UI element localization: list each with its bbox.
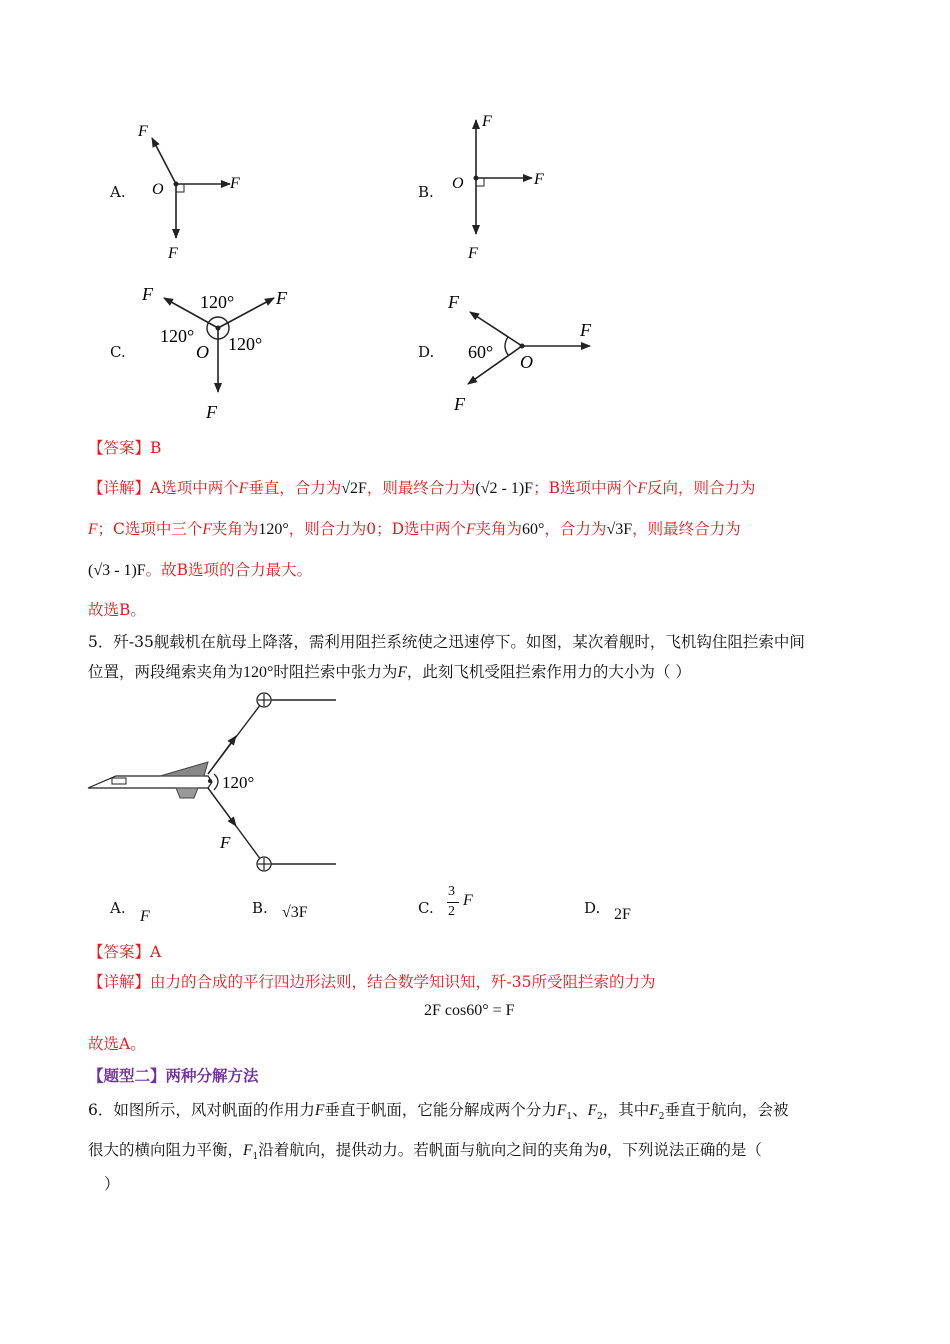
q5-option-b-label: B. xyxy=(252,899,268,917)
origin-point xyxy=(174,182,179,187)
q5-option-c-denominator: 2 xyxy=(448,904,455,919)
option-a-label: A. xyxy=(110,183,126,201)
answer-q5: 【答案】A xyxy=(88,943,162,961)
figure-option-b xyxy=(440,106,580,266)
force-label: F xyxy=(448,292,459,312)
force-label: F xyxy=(454,394,465,414)
q5-option-c-numerator: 3 xyxy=(448,884,455,899)
force-label: F xyxy=(468,245,478,262)
force-label: F xyxy=(168,245,178,262)
angle-label: 120° xyxy=(222,773,255,792)
q5-text-line2: 位置，两段绳索夹角为120°时阻拦索中张力为F，此刻飞机受阻拦索作用力的大小为（ ） xyxy=(88,663,691,681)
angle-label: 120° xyxy=(200,292,235,312)
q5-option-d-value: 2F xyxy=(614,906,631,923)
section-title: 【题型二】两种分解方法 xyxy=(88,1066,259,1085)
angle-label: 120° xyxy=(160,326,195,346)
q6-text-line1: 6．如图所示，风对帆面的作用力F垂直于帆面，它能分解成两个分力$F_1$、$F_2$，其中$F_2$垂直于航向，会被 xyxy=(88,1101,789,1122)
aircraft-icon xyxy=(88,762,212,798)
force-label: F xyxy=(230,175,240,192)
q5-option-a-label: A. xyxy=(110,899,126,917)
q5-option-d-label: D. xyxy=(584,899,601,917)
detail-q4-line1: 【详解】A选项中两个F垂直，合力为√2F，则最终合力为(√2 - 1)F；B选项中两个F反向，则合力为 xyxy=(88,479,756,497)
origin-label: O xyxy=(196,342,209,362)
figure-q5-aircraft xyxy=(86,688,346,878)
force-label: F xyxy=(276,288,287,308)
force-label: F xyxy=(482,113,492,130)
option-d-label: D. xyxy=(418,343,435,361)
force-label: F xyxy=(580,320,591,340)
force-label: F xyxy=(142,284,153,304)
q5-option-c-label: C. xyxy=(418,899,434,917)
q6-text-line2: 很大的横向阻力平衡，$F_1$沿着航向，提供动力。若帆面与航向之间的夹角为θ，下列说法正确的是（ xyxy=(88,1141,762,1162)
force-label: F xyxy=(138,123,148,140)
origin-label: O xyxy=(152,181,164,198)
force-label: F xyxy=(534,171,544,188)
figure-option-a xyxy=(130,112,270,272)
force-arrow xyxy=(152,138,176,184)
detail-q4-line2: F；C选项中三个F夹角为120°，则合力为0；D选中两个F夹角为60°，合力为√3F，则最终合力为 xyxy=(88,520,741,538)
q6-text-line3: ） xyxy=(104,1175,120,1193)
conclusion-q5: 故选A。 xyxy=(88,1035,146,1053)
option-b-label: B. xyxy=(418,183,434,201)
origin-label: O xyxy=(520,352,533,372)
fraction-bar xyxy=(447,902,459,903)
option-c-label: C. xyxy=(110,343,126,361)
q5-option-a-value: F xyxy=(140,908,150,925)
force-label: F xyxy=(220,833,231,852)
q5-option-c-F: F xyxy=(463,892,473,909)
q5-text-line1: 5．歼-35舰载机在航母上降落，需利用阻拦系统使之迅速停下。如图，某次着舰时，飞机钩住阻拦索中间 xyxy=(88,633,805,651)
origin-label: O xyxy=(452,175,464,192)
q5-option-b-value: √3F xyxy=(282,904,308,921)
angle-label: 60° xyxy=(468,342,494,362)
figure-option-d xyxy=(442,288,612,418)
formula-q5: 2F cos60° = F xyxy=(424,1002,515,1019)
detail-q4-line3: (√3 - 1)F。故B选项的合力最大。 xyxy=(88,561,313,579)
conclusion-q4: 故选B。 xyxy=(88,601,146,619)
angle-label: 120° xyxy=(228,334,263,354)
answer-q4: 【答案】B xyxy=(88,439,162,457)
force-label: F xyxy=(206,402,217,422)
figure-option-c xyxy=(136,280,306,430)
detail-q5: 【详解】由力的合成的平行四边形法则，结合数学知识知，歼-35所受阻拦索的力为 xyxy=(88,973,656,991)
